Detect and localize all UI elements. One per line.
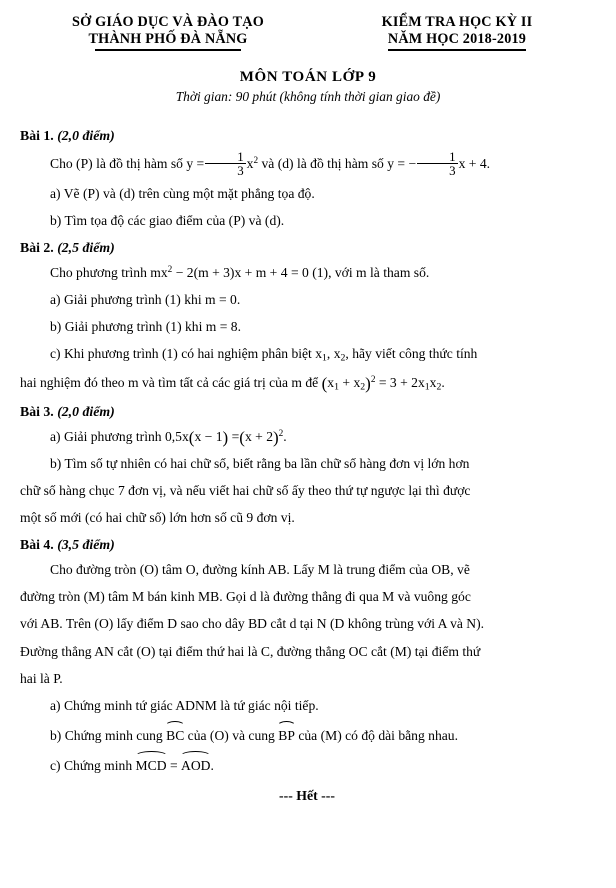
header-right-block bbox=[332, 14, 582, 49]
arc-aod-notation bbox=[181, 752, 210, 776]
bai4-body-line4: Đường thẳng AN cắt (O) tại điểm thứ hai là C, đường thẳng OC cắt (M) tại điểm thứ bbox=[20, 643, 481, 659]
bai2-vieta-condition bbox=[321, 374, 445, 394]
arc-bc-notation bbox=[166, 722, 184, 746]
arc-aod-label: AOD bbox=[181, 757, 211, 773]
bai2-vieta-x1-sub: 1 bbox=[334, 381, 339, 393]
header-department-line2: THÀNH PHỐ ĐÀ NẴNG bbox=[88, 31, 248, 48]
bai3-eq-rparen-inner: x + 2 bbox=[244, 429, 273, 445]
bai2-root-x2 bbox=[333, 346, 346, 365]
bai1-intro-a: Cho (P) là đồ thị hàm số bbox=[50, 155, 183, 171]
bai4-body-line3: với AB. Trên (O) lấy điểm D sao cho dây BD cắt d tại N (D không trùng với A và N). bbox=[20, 616, 485, 632]
arc-overline-icon bbox=[277, 721, 296, 727]
bai3-eq-equals: = bbox=[231, 429, 240, 445]
bai3-heading bbox=[20, 404, 594, 420]
header-department-line2-wrapper bbox=[18, 31, 318, 48]
bai3-open-paren-1: ( bbox=[188, 428, 195, 448]
bai2-label: Bài 2. bbox=[20, 240, 54, 256]
bai2-part-c-line1: c) Khi phương trình (1) có hai nghiệm phân biệt $x_1$, $x_2$, hãy viết công thức tính bbox=[50, 346, 478, 365]
bai1-intro bbox=[20, 150, 594, 177]
bai4-body-line5: hai là P. bbox=[20, 670, 63, 686]
bai2-vieta-x2: x bbox=[353, 375, 361, 391]
bai4-part-b-pre: b) Chứng minh cung bbox=[50, 727, 163, 743]
bai1-eq2-y: y = − bbox=[387, 155, 417, 171]
arc-overline-icon bbox=[165, 721, 185, 727]
bai2-part-c-post: , hãy viết công thức tính bbox=[345, 346, 478, 362]
bai4-part-c-pre: c) Chứng minh bbox=[50, 757, 133, 773]
bai1-heading bbox=[20, 128, 594, 144]
bai1-intro-b: và (d) là đồ thị hàm số bbox=[261, 155, 384, 171]
bai2-eq-rest: − 2(m + 3)x + m + 4 = 0 bbox=[175, 265, 309, 281]
bai4-points: (3,5 điểm) bbox=[57, 537, 115, 553]
bai3-part-b-line3: một số mới (có hai chữ số) lớn hơn số cũ 9 đơn vị. bbox=[20, 510, 295, 526]
arc-mcd-notation bbox=[136, 752, 167, 776]
arc-overline-icon bbox=[180, 751, 211, 757]
bai4-part-c-period: . bbox=[210, 757, 214, 773]
bai3-part-b-line1: b) Tìm số tự nhiên có hai chữ số, biết rằng ba lần chữ số hàng đơn vị lớn hơn bbox=[50, 456, 470, 472]
bai2-vieta-period: . bbox=[441, 375, 445, 391]
bai2-intro bbox=[20, 262, 594, 283]
bai3-open-paren-2: ( bbox=[239, 428, 245, 448]
bai2-vieta-x2-sub: 2 bbox=[360, 381, 366, 393]
arc-bp-notation bbox=[278, 722, 295, 746]
bai2-intro-pre: Cho phương trình bbox=[50, 265, 147, 281]
bai1-eq1-fraction bbox=[205, 150, 245, 177]
bai2-eq-number: (1), với m là tham số. bbox=[312, 265, 430, 281]
bai2-heading bbox=[20, 240, 594, 256]
bai2-eq-mx: mx bbox=[150, 265, 168, 281]
bai3-eq-lhs: 0,5x bbox=[164, 429, 189, 445]
bai4-part-c-equals: = bbox=[169, 757, 178, 773]
bai2-eq-exponent: 2 bbox=[167, 264, 173, 275]
bai2-part-c-line2-pre: hai nghiệm đó theo m và tìm tất cả các giá trị của m để bbox=[20, 375, 319, 391]
bai4-body-line1: Cho đường tròn (O) tâm O, đường kính AB. Lấy M là trung điểm của OB, vẽ bbox=[50, 562, 470, 578]
header-exam-line2: NĂM HỌC 2018-2019 bbox=[387, 31, 527, 48]
bai1-eq2-fraction bbox=[417, 150, 457, 177]
bai2-part-a: a) Giải phương trình (1) khi m = 0. bbox=[50, 292, 241, 308]
bai1-equation-parabola bbox=[186, 148, 261, 178]
bai1-equation-line bbox=[387, 148, 491, 178]
bai3-close-paren-1: ) bbox=[222, 428, 229, 448]
bai2-open-paren: ( bbox=[321, 374, 328, 394]
footer-dash-right: --- bbox=[321, 787, 335, 803]
bai2-vieta-rhs-sub1: 1 bbox=[424, 381, 430, 393]
bai3-equation bbox=[164, 428, 287, 448]
bai2-root-x1-var: x bbox=[315, 346, 323, 362]
header-left-block bbox=[18, 14, 318, 49]
bai4-part-b-mid: của (O) và cung bbox=[187, 727, 275, 743]
bai2-part-b: b) Giải phương trình (1) khi m = 8. bbox=[50, 319, 241, 335]
bai2-vieta-exponent: 2 bbox=[370, 374, 376, 385]
bai2-root-x2-var: x bbox=[333, 346, 341, 362]
bai1-eq1-y: y = bbox=[186, 155, 205, 171]
bai2-root-x1 bbox=[315, 346, 327, 365]
arc-mcd-label: MCD bbox=[135, 757, 167, 773]
bai1-eq2-denominator: 3 bbox=[417, 163, 457, 177]
bai4-body-line2: đường tròn (M) tâm M bán kinh MB. Gọi d là đường thẳng đi qua M và vuông góc bbox=[20, 589, 471, 605]
bai1-eq2-numerator: 1 bbox=[449, 148, 456, 164]
bai2-equation bbox=[150, 265, 309, 280]
bai4-part-b bbox=[20, 722, 594, 746]
bai2-vieta-rhs-sub2: 2 bbox=[436, 381, 442, 393]
bai1-eq1-denominator: 3 bbox=[205, 163, 245, 177]
bai2-vieta-plus: + bbox=[342, 375, 351, 391]
bai3-part-b-line2: chữ số hàng chục 7 đơn vị, và nếu viết hai chữ số ấy theo thứ tự ngược lại thì được bbox=[20, 483, 471, 499]
bai1-eq1-numerator: 1 bbox=[237, 148, 244, 164]
bai2-vieta-rhs-mid: x bbox=[429, 375, 437, 391]
arc-overline-icon bbox=[135, 751, 168, 757]
bai1-eq1-exponent: 2 bbox=[253, 154, 259, 165]
arc-bc-label: BC bbox=[166, 727, 185, 743]
bai2-vieta-rhs: = 3 + 2x bbox=[378, 375, 425, 391]
bai3-points: (2,0 điểm) bbox=[57, 404, 115, 420]
bai1-part-b: b) Tìm tọa độ các giao điểm của (P) và (d). bbox=[50, 213, 285, 229]
bai3-close-paren-2: ) bbox=[273, 428, 279, 448]
bai2-root-x2-sub: 2 bbox=[340, 353, 346, 365]
time-note: Thời gian: 90 phút (không tính thời gian giao đề) bbox=[175, 88, 441, 104]
bai2-root-x1-sub: 1 bbox=[322, 353, 327, 365]
bai2-part-c-pre: c) Khi phương trình (1) có hai nghiệm phân biệt bbox=[50, 346, 312, 362]
bai1-eq1-variable: x bbox=[246, 155, 254, 171]
footer-het-text: Hết bbox=[296, 787, 318, 803]
header-exam-line2-wrapper bbox=[332, 31, 582, 48]
exam-body bbox=[0, 105, 616, 804]
bai2-close-paren: ) bbox=[365, 374, 371, 394]
bai2-part-c-line2 bbox=[20, 372, 594, 395]
bai1-part-a: a) Vẽ (P) và (d) trên cùng một mặt phẳng tọa độ. bbox=[50, 185, 315, 201]
bai3-label: Bài 3. bbox=[20, 404, 54, 420]
bai3-part-a bbox=[20, 426, 594, 447]
bai3-part-a-pre: a) Giải phương trình bbox=[50, 429, 162, 445]
bai4-part-b-post: của (M) có độ dài bằng nhau. bbox=[298, 727, 458, 743]
bai4-part-c bbox=[20, 752, 594, 776]
document-header bbox=[0, 0, 616, 49]
arc-bp-label: BP bbox=[278, 727, 295, 743]
bai2-points: (2,5 điểm) bbox=[57, 240, 115, 256]
bai3-eq-period: . bbox=[283, 429, 287, 445]
bai1-points: (2,0 điểm) bbox=[57, 127, 115, 143]
bai1-label: Bài 1. bbox=[20, 127, 54, 143]
header-exam-line1: KIỂM TRA HỌC KỲ II bbox=[381, 14, 533, 30]
bai1-eq2-tail: x + 4. bbox=[458, 155, 491, 171]
bai4-label: Bài 4. bbox=[20, 537, 54, 553]
footer-het bbox=[20, 788, 594, 804]
subject-title: MÔN TOÁN LỚP 9 bbox=[239, 68, 377, 85]
bai4-part-a: a) Chứng minh tứ giác ADNM là tứ giác nội tiếp. bbox=[50, 697, 319, 713]
header-department-line1: SỞ GIÁO DỤC VÀ ĐÀO TẠO bbox=[72, 14, 264, 30]
bai3-eq-exponent: 2 bbox=[278, 428, 284, 439]
title-block bbox=[0, 69, 616, 105]
footer-dash-left: --- bbox=[279, 787, 293, 803]
bai2-vieta-x1: x bbox=[327, 375, 335, 391]
bai3-eq-lparen-inner: x − 1 bbox=[194, 429, 223, 445]
bai4-heading bbox=[20, 537, 594, 553]
